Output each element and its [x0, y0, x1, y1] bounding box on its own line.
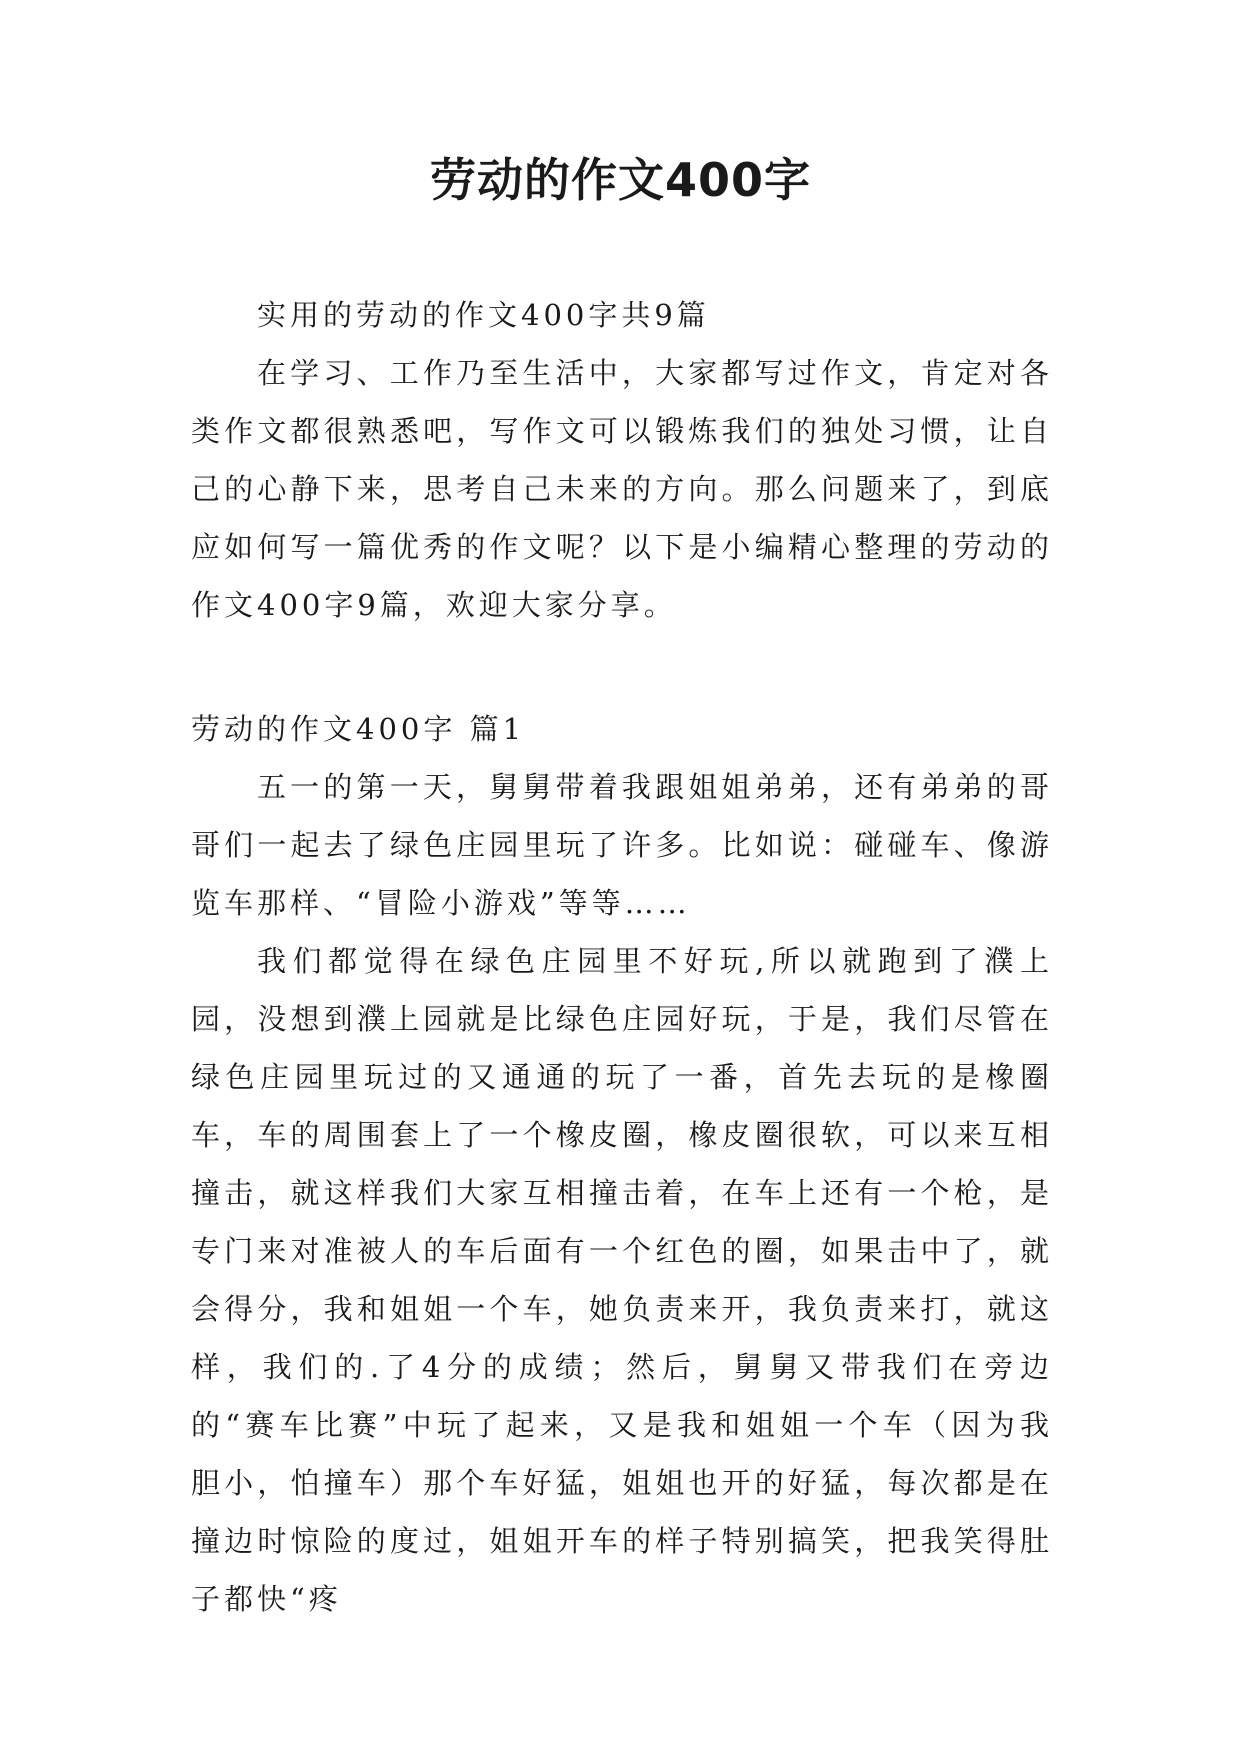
section-heading: 劳动的作文400字 篇1 — [191, 712, 526, 746]
collection-subtitle: 实用的劳动的作文400字共9篇 — [257, 298, 710, 332]
document-title: 劳动的作文400字 — [429, 153, 812, 207]
essay-paragraph-1: 五一的第一天，舅舅带着我跟姐姐弟弟，还有弟弟的哥哥们一起去了绿色庄园里玩了许多。比如说：碰碰车、像游览车那样、“冒险小游戏”等等…… — [191, 770, 1053, 920]
essay-paragraph-2: 我们都觉得在绿色庄园里不好玩,所以就跑到了濮上园，没想到濮上园就是比绿色庄园好玩，于是，我们尽管在绿色庄园里玩过的又通通的玩了一番，首先去玩的是橡圈车，车的周围套上了一个橡皮圈，橡皮圈很软，可以来互相撞击，就这样我们大家互相撞击着，在车上还有一个枪，是专门来对准被人的车后面有一个红色的圈，如果击中了，就会得分，我和姐姐一个车，她负责来开，我负责来打，就这样，我们的.了4分的成绩；然后，舅舅又带我们在旁边的“赛车比赛”中玩了起来，又是我和姐姐一个车（因为我胆小，怕撞车）那个车好猛，姐姐也开的好猛，每次都是在撞边时惊险的度过，姐姐开车的样子特别搞笑，把我笑得肚子都快“疼 — [191, 944, 1053, 1616]
intro-paragraph: 在学习、工作乃至生活中，大家都写过作文，肯定对各类作文都很熟悉吧，写作文可以锻炼我们的独处习惯，让自己的心静下来，思考自己未来的方向。那么问题来了，到底应如何写一篇优秀的作文呢？以下是小编精心整理的劳动的作文400字9篇，欢迎大家分享。 — [191, 356, 1053, 622]
